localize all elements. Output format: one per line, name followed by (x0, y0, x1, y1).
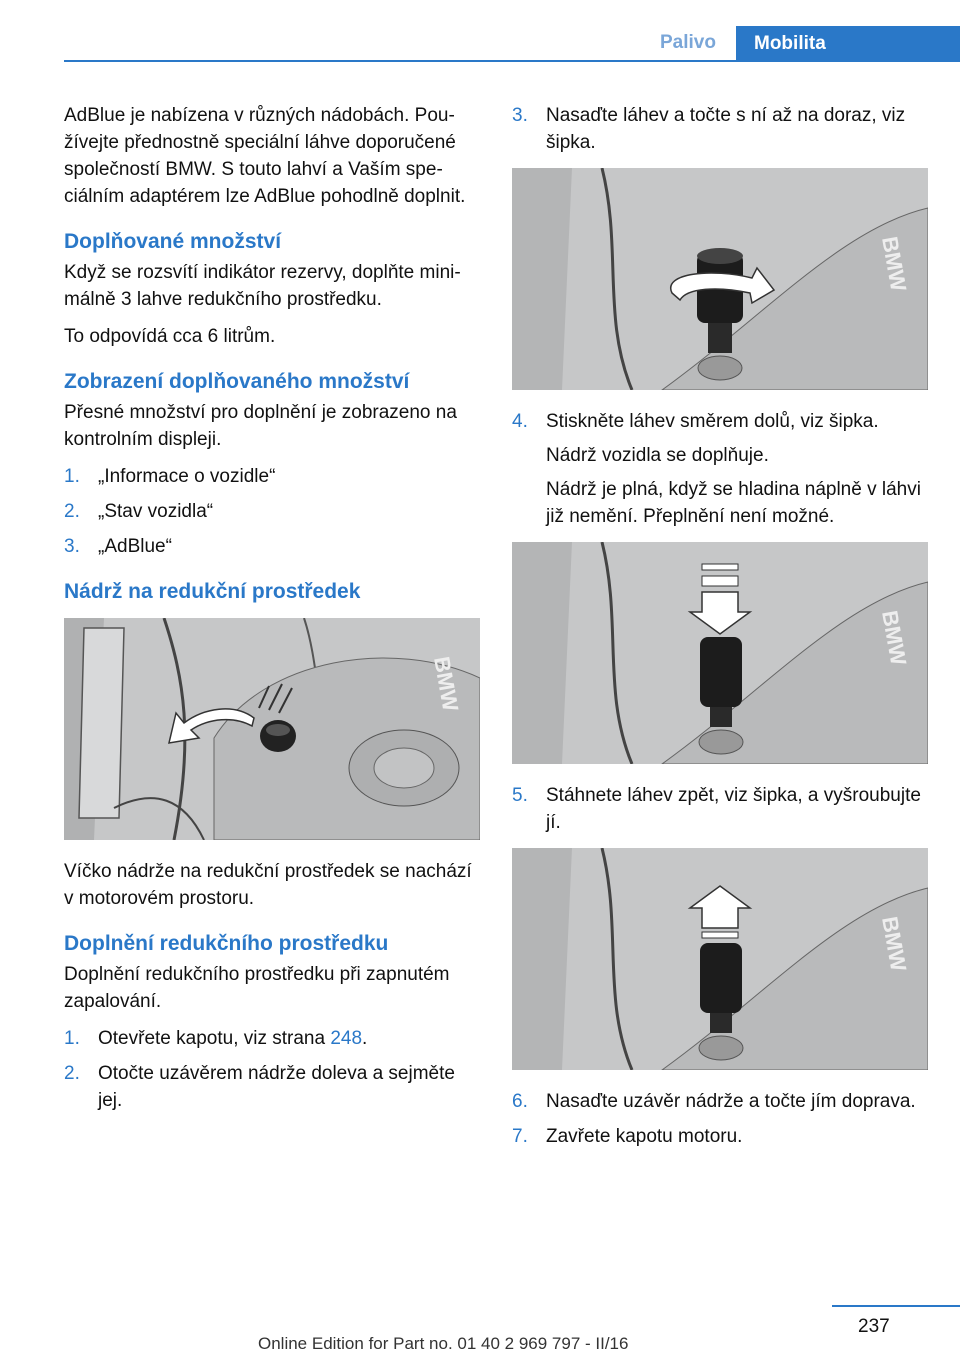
bmw-engine-logo: BMW (877, 608, 912, 668)
display-paragraph: Přesné množství pro doplnění je zobrazeno na kontrolním displeji. (64, 402, 457, 450)
list-item: 7. Zavřete kapotu motoru. (512, 1126, 743, 1147)
list-item: 5. Stáhnete láhev zpět, viz šipka, a vyšroubujte jí. (512, 785, 921, 833)
display-steps (64, 463, 480, 560)
list-item: 4. Stiskněte láhev směrem dolů, viz šipka. Nádrž vozidla se doplňuje. Nádrž je plná, když se hladina náplně v láhvi již nemění. Přeplnění není možné. (512, 408, 928, 530)
step4-sub1: Nádrž vozidla se doplňuje. (546, 445, 769, 466)
list-item: 3. Nasaďte láhev a točte s ní až na doraz, viz šipka. (512, 105, 906, 153)
list-item: 2. Otočte uzávěrem nádrže doleva a sejměte jej. (64, 1063, 455, 1111)
bottle-rotate-illustration (512, 168, 928, 390)
bottle-remove-illustration (512, 848, 928, 1070)
refill-paragraph: Doplnění redukčního prostředku při zapnutém zapalování. (64, 964, 450, 1012)
list-item: 6. Nasaďte uzávěr nádrže a točte jím doprava. (512, 1091, 916, 1112)
refill-steps-continued-4 (512, 1088, 928, 1150)
quantity-paragraph: Když se rozsvítí indikátor rezervy, doplňte minimálně 3 lahve redukčního prostředku. (64, 262, 461, 310)
heading-display: Zobrazení doplňovaného množství (64, 370, 410, 393)
list-item: 3. „AdBlue“ (64, 536, 172, 557)
edition-text: Online Edition for Part no. 01 40 2 969 797 - II/16 (258, 1334, 629, 1353)
footer-rule (832, 1305, 960, 1307)
page-number: 237 (858, 1316, 890, 1337)
heading-tank: Nádrž na redukční prostředek (64, 580, 361, 603)
refill-steps-continued-2 (512, 408, 928, 530)
page-link-248[interactable]: 248 (330, 1028, 363, 1049)
bmw-engine-logo: BMW (429, 654, 464, 714)
quantity-paragraph-2: To odpovídá cca 6 litrům. (64, 326, 276, 347)
right-column (512, 102, 928, 1158)
tab-palivo[interactable]: Palivo (640, 26, 736, 60)
tank-cap-illustration (64, 618, 480, 840)
refill-steps (64, 1025, 480, 1114)
bottle-press-illustration (512, 542, 928, 764)
refill-steps-continued-3 (512, 782, 928, 836)
tab-mobilita[interactable]: Mobilita (736, 26, 960, 62)
heading-quantity: Doplňované množství (64, 230, 282, 253)
bmw-engine-logo: BMW (877, 914, 912, 974)
step4-sub2: Nádrž je plná, když se hladina náplně v láhvi již nemění. Přeplnění není možné. (546, 479, 921, 527)
list-item: 2. „Stav vozidla“ (64, 501, 214, 522)
tank-caption: Víčko nádrže na redukční prostředek se nachází v motorovém prostoru. (64, 861, 472, 909)
intro-paragraph: AdBlue je nabízena v různých nádobách. Používejte přednostně speciální láhve doporučené společností BMW. S touto lahví a Vaším speciálním adaptérem lze AdBlue pohodlně doplnit. (64, 105, 466, 207)
bmw-engine-logo: BMW (877, 234, 912, 294)
heading-refill: Doplnění redukčního prostředku (64, 932, 389, 955)
left-column (64, 102, 480, 1122)
list-item: 1. „Informace o vozidle“ (64, 466, 276, 487)
refill-steps-continued (512, 102, 928, 156)
list-item: 1. Otevřete kapotu, viz strana 248. (64, 1028, 368, 1049)
